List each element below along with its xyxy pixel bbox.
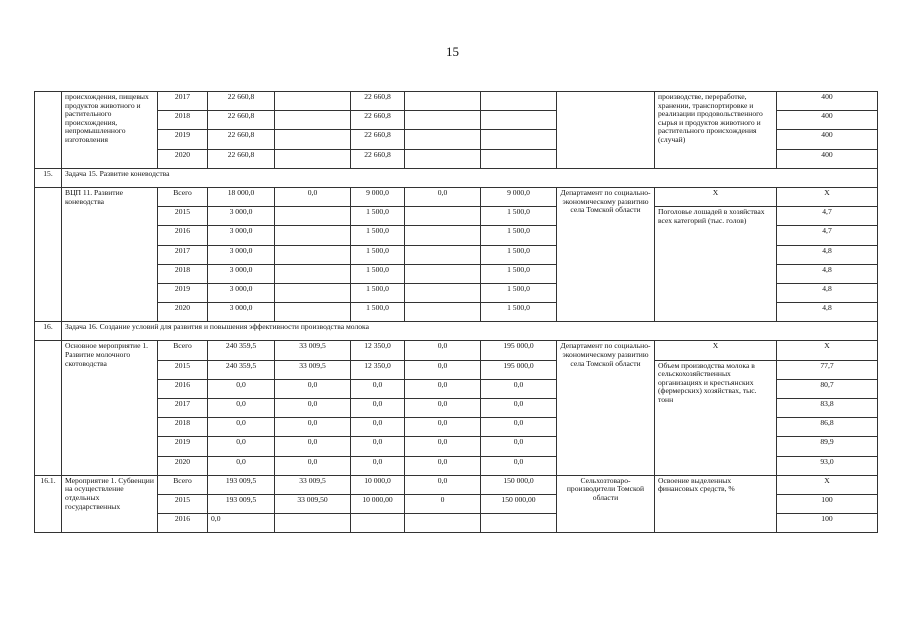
row-description: ВЦП 11. Развитие коневодства [62,187,158,321]
task-title: Задача 15. Развитие коневодства [62,168,878,187]
task-title: Задача 16. Создание условий для развития и повышения эффективности производства молока [62,322,878,341]
table-row: Основное мероприятие 1. Развитие молочного скотоводства Всего 240 359,5 33 009,5 12 350,0 0,0 195 000,0 Департамент по социально-экономическому развитию села Томской области Х Х [35,341,878,360]
executor: Сельхозтоваро-производители Томской области [557,475,655,533]
table-row: 16.1. Мероприятие 1. Субвенции на осуществление отдельных государственных Всего 193 009,5 33 009,5 10 000,0 0,0 150 000,0 Сельхозтоваро-производители Томской области Освоение выделенных финансовых средств, % Х [35,475,878,494]
table-row: 2016 0,0 100 [35,514,878,533]
indicator-name: производстве, переработке, хранении, транспортировке и реализации продовольственного сырья и продуктов животного и растительного происхождения (случай) [655,92,777,169]
indicator-name: Объем производства молока в сельскохозяйственных организациях и крестьянских (фермерских) хозяйствах, тыс. тонн [655,360,777,475]
table-row: 2018 3 000,0 1 500,0 1 500,0 4,8 [35,264,878,283]
table-row: 2019 0,0 0,0 0,0 0,0 0,0 89,9 [35,437,878,456]
row-description: Мероприятие 1. Субвенции на осуществление отдельных государственных [62,475,158,533]
table-row: 2020 3 000,0 1 500,0 1 500,0 4,8 [35,303,878,322]
table-row: 2015 240 359,5 33 009,5 12 350,0 0,0 195 000,0 Объем производства молока в сельскохозяйственных организациях и крестьянских (фермерских) хозяйствах, тыс. тонн 77,7 [35,360,878,379]
table-row: 2016 0,0 0,0 0,0 0,0 0,0 80,7 [35,379,878,398]
table-row: 2015 193 009,5 33 009,50 10 000,00 0 150 000,00 100 [35,494,878,513]
table-row: ВЦП 11. Развитие коневодства Всего 18 000,0 0,0 9 000,0 0,0 9 000,0 Департамент по социально-экономическому развитию села Томской области Х Х [35,187,878,206]
table-row: 2018 22 660,8 22 660,8 400 [35,111,878,130]
task-row [35,168,878,187]
row-number: 16.1. [35,475,62,533]
table-row: происхождения, пищевых продуктов животного и растительного происхождения, непромышленного изготовления 2017 22 660,8 22 660,8 производстве, переработке, хранении, транспортировке и реализации продовольственного сырья и продуктов животного и растительного происхождения (случай) 400 [35,92,878,111]
table-row: 2015 3 000,0 1 500,0 1 500,0 Поголовье лошадей в хозяйствах всех категорий (тыс. голов) 4,7 [35,207,878,226]
page-number: 15 [446,44,459,59]
task-number: 15. [35,168,62,187]
table-row: 2020 0,0 0,0 0,0 0,0 0,0 93,0 [35,456,878,475]
table-row: 2019 3 000,0 1 500,0 1 500,0 4,8 [35,283,878,302]
table-row: 2017 3 000,0 1 500,0 1 500,0 4,8 [35,245,878,264]
table-row: 2020 22 660,8 22 660,8 400 [35,149,878,168]
program-table [34,91,878,533]
table-row: 2017 0,0 0,0 0,0 0,0 0,0 83,8 [35,399,878,418]
table-row: 2016 3 000,0 1 500,0 1 500,0 4,7 [35,226,878,245]
indicator-name: Поголовье лошадей в хозяйствах всех категорий (тыс. голов) [655,207,777,322]
table-row: 2019 22 660,8 22 660,8 400 [35,130,878,149]
executor: Департамент по социально-экономическому развитию села Томской области [557,341,655,475]
indicator-name: Освоение выделенных финансовых средств, % [655,475,777,533]
row-description: Основное мероприятие 1. Развитие молочного скотоводства [62,341,158,475]
task-row [35,322,878,341]
executor: Департамент по социально-экономическому развитию села Томской области [557,187,655,321]
table-row: 2018 0,0 0,0 0,0 0,0 0,0 86,8 [35,418,878,437]
row-description: происхождения, пищевых продуктов животного и растительного происхождения, непромышленного изготовления [62,92,158,169]
task-number: 16. [35,322,62,341]
